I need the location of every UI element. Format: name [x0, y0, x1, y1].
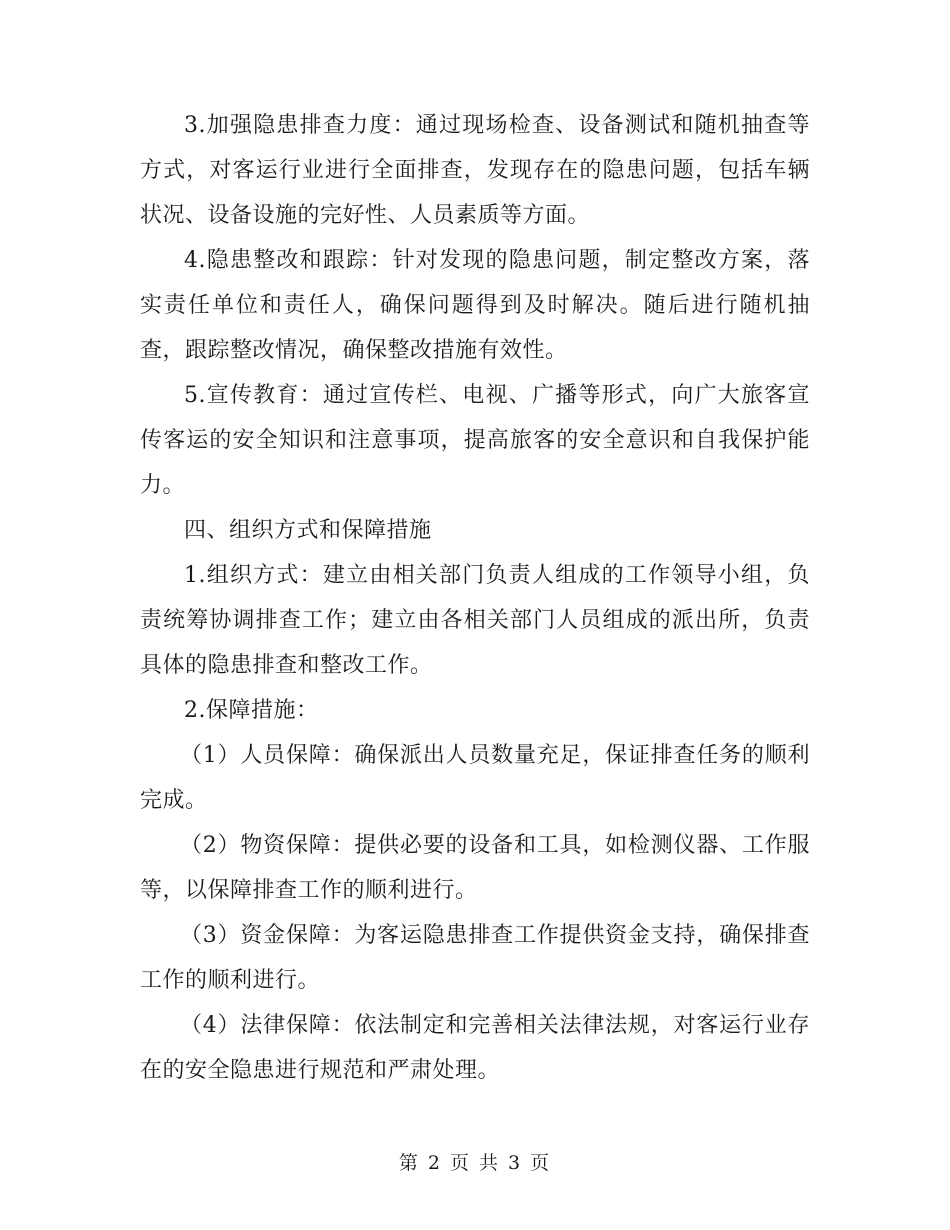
paragraph-publicity-education: 5.宣传教育：通过宣传栏、电视、广播等形式，向广大旅客宣传客运的安全知识和注意事项，提高旅客的安全意识和自我保护能力。	[140, 383, 810, 498]
paragraph-funding-safeguard: （3）资金保障：为客运隐患排查工作提供资金支持，确保排查工作的顺利进行。	[140, 923, 810, 993]
paragraph-organization-method: 1.组织方式：建立由相关部门负责人组成的工作领导小组，负责统筹协调排查工作；建立由各相关部门人员组成的派出所，负责具体的隐患排查和整改工作。	[140, 563, 810, 678]
paragraph-safeguard-measures: 2.保障措施：	[184, 698, 319, 723]
section-heading-organization: 四、组织方式和保障措施	[184, 518, 432, 543]
page-number-footer: 第 2 页 共 3 页	[398, 1152, 552, 1174]
paragraph-legal-safeguard: （4）法律保障：依法制定和完善相关法律法规，对客运行业存在的安全隐患进行规范和严肃处理。	[140, 1013, 810, 1083]
paragraph-rectification-tracking: 4.隐患整改和跟踪：针对发现的隐患问题，制定整改方案，落实责任单位和责任人，确保问题得到及时解决。随后进行随机抽查，跟踪整改情况，确保整改措施有效性。	[140, 248, 810, 363]
paragraph-material-safeguard: （2）物资保障：提供必要的设备和工具，如检测仪器、工作服等，以保障排查工作的顺利进行。	[140, 833, 810, 903]
paragraph-hazard-inspection: 3.加强隐患排查力度：通过现场检查、设备测试和随机抽查等方式，对客运行业进行全面排查，发现存在的隐患问题，包括车辆状况、设备设施的完好性、人员素质等方面。	[140, 113, 810, 228]
document-body	[140, 103, 810, 1093]
paragraph-personnel-safeguard: （1）人员保障：确保派出人员数量充足，保证排查任务的顺利完成。	[140, 743, 810, 813]
